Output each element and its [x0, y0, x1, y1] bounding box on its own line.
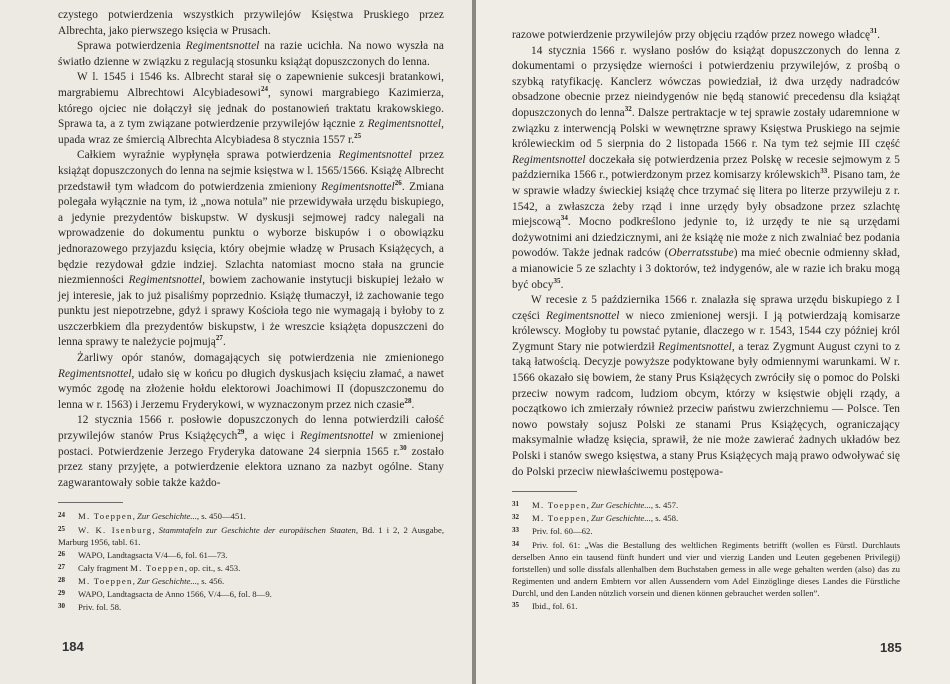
page-number-left: 184 — [62, 639, 84, 654]
footnote-30: 30 Priv. fol. 58. — [58, 602, 122, 613]
right-paragraph-3: W recesie z 5 października 1566 r. znalazła się sprawa urzędu biskupiego z I części Regimentsnottel w nieco zmienionej wersji. I ją potwierdzają komisarze królewscy. Mogłoby tu powstać pytanie, dlaczego w r. 1543, 1544 czy później król Zygmunt Stary nie potwierdził Regimentsnottel, a teraz Zygmunt August czyni to z taką łatwością. Decyzje powyższe podyktowane były odmiennymi warunkami. W r. 1566 okazało się bowiem, że stany Prus Książęcych zwróciły się o pomoc do Polski przeciw nowym radcom, ludziom obcym, którzy w księstwie objęli rządy, a początkowo ich zmierzały również przeciw państwu zwierzchniemu — Polsce. Ten nowo powstały sojusz Polski ze stanami Prus Książęcych, ograniczający maksymalnie władzę księcia, sprawił, że nie może zawierać żadnych układów bez Polski i stanów swego księstwa, a stany Prus Książęcych mają prawo odwoływać się do Polski przeciw niewłaściwemu postępowa- — [512, 294, 901, 478]
footnote-32: 32 M. Toeppen, Zur Geschichte..., s. 458. — [512, 513, 679, 524]
left-page-content — [58, 8, 444, 613]
right-page — [476, 0, 950, 684]
footnote-28: 28 M. Toeppen, Zur Geschichte..., s. 456. — [58, 575, 225, 586]
footnote-35: 35 Ibid., fol. 61. — [512, 600, 578, 611]
left-paragraph-5: Żarliwy opór stanów, domagających się potwierdzenia nie zmienionego Regimentsnottel, udało się w końcu po długich dyskusjach księciu złamać, a nawet wymóc zgodę na złożenie hołdu elektorowi Joachimowi II (dopuszczonemu do lenna w r. 1563) i Jerzemu Fryderykowi, w wyznaczonym przez nich czasie$^{28}$. — [58, 352, 444, 411]
left-paragraph-6: 12 stycznia 1566 r. posłowie dopuszczonych do lenna potwierdzili całość przywilejów stanów Prus Książęcych$^{29}$, a więc i Regimentsnottel w zmienionej postaci. Potwierdzenie Jerzego Fryderyka datowane 24 sierpnia 1565 r.$^{30}$ zostało przez stany przyjęte, a potwierdzenie elektora uznano za nazbyt ogólne. Stany zagwarantowały sobie także każdo- — [58, 414, 444, 489]
left-paragraph-1: czystego potwierdzenia wszystkich przywilejów Księstwa Pruskiego przez Albrechta, jako pierwszego księcia w Prusach. — [58, 9, 444, 37]
footnote-29: 29 WAPO, Landtagsacta de Anno 1566, V/4—6, fol. 8—9. — [58, 588, 272, 599]
right-page-content — [512, 28, 900, 612]
left-page — [0, 0, 472, 684]
left-paragraph-4: Całkiem wyraźnie wypłynęła sprawa potwierdzenia Regimentsnottel przez książąt dopuszczonych do lenna na sejmie księstwa w l. 1565/1566. Książę Albrecht przedstawił tym władcom do potwierdzenia zmieniony Regimentsnottel$^{26}$. Zmiana polegała wyłącznie na tym, iż „nowa notula” nie przewidywała urzędu biskupiego, a jedynie prezydentów biskupstw. W dyskusji sejmowej radcy nalegali na wprowadzenie do dokumentu punktu o wyborze biskupów i o obowiązku jednorazowego przyjazdu księcia, który obejmie władzę w Prusach Książęcych, a będzie rezydował gdzie indziej. Szlachta natomiast mocno stała na gruncie niezmienności Regimentsnottel, bowiem zachowanie instytucji biskupiej leżało w jej interesie, jak to już pisaliśmy poprzednio. Książę tłumaczył, iż zachowanie tego punktu jest niepotrzebne, gdyż i sprawy Kościoła tego nie wymagają i byłoby to z uszczerbkiem dla prezydentów biskupstw, i że wreszcie książęta dopuszczeni do lenna sprawy te należycie pojmują$^{27}$. — [58, 149, 445, 349]
footnote-25: 25 W. K. Isenburg, Stammtafeln zur Geschichte der europäischen Staaten, Bd. 1 i 2, 2 Ausgabe, Marburg 1956, tabl. 61. — [58, 524, 444, 547]
footnote-34: 34 Priv. fol. 61: „Was die Bestallung des weltlichen Regiments betrifft (wollen es Fürstl. Durchlauts derselben Anno ein tausend fünft hundert und vier und vierzig Landen und Leuten gegebenen Privilegij) fortstellen) und solle dissfals allenhalben dem Buchstaben gemess in alle wege gehalten werden (also) das zu Regimenten und andern Embtern vor allen Aussendern vom Adel Einzöglinge dieses Landes die Fürstliche Durchl, und den Landen nützlich vorsein und dienen können gebrauchet werden sollen”. — [512, 539, 900, 598]
right-paragraph-1: razowe potwierdzenie przywilejów przy objęciu rządów przez nowego władcę$^{31}$. — [512, 27, 881, 41]
footnote-rule — [58, 502, 123, 503]
footnote-24: 24 M. Toeppen, Zur Geschichte..., s. 450—451. — [58, 511, 246, 522]
footnote-33: 33 Priv. fol. 60—62. — [512, 526, 593, 537]
footnote-rule — [512, 491, 577, 492]
right-paragraph-2: 14 stycznia 1566 r. wysłano posłów do książąt dopuszczonych do lenna z dokumentami o przysiędze wierności i potwierdzeniu przywilejów, z prośbą o szybką ratyfikację. Kanclerz wówczas powiedział, iż dwa urzędy nadradców obsadzone obecnie przez nieindygenów nie będą stanowić precedensu dla książąt dopuszczonych do lenna$^{32}$. Dalsze pertraktacje w tej sprawie zostały udaremnione w związku z interwencją Polski w wewnętrzne sprawy Księstwa Pruskiego na sejmie królewieckim od 5 sierpnia do 2 listopada 1566 r. Na tym też sejmie III część Regimentsnottel doczekała się potwierdzenia przez Polskę w recesie sejmowym z 5 października 1566 r., potwierdzonym przez komisarzy królewskich$^{33}$. Pisano tam, że w sprawie władzy świeckiej książę chce trzymać się litera po literze przywileju z r. 1542, a zwłaszcza żeby rząd i inne urzędy były obsadzone przez szlachtę miejscową$^{34}$. Mocno podkreślono jedynie to, iż urzędy te nie są urzędami dożywotnimi ani dziedzicznymi, ani że książę nie może z nich zwalniać bez podania powodów. Także jednak radców (Oberratsstube) ma mieć obecnie odmienny skład, a mianowicie 5 ze szlachty i 3 doktorów, też indygenów, ale w razie ich braku mogą być obcy$^{35}$. — [512, 44, 900, 291]
left-paragraph-2: Sprawa potwierdzenia Regimentsnottel na razie ucichła. Na nowo wyszła na światło dzienne w związku z regulacją stosunku książąt dopuszczonych do lenna. — [58, 40, 444, 68]
footnote-27: 27 Cały fragment M. Toeppen, op. cit., s. 453. — [58, 562, 241, 573]
page-number-right: 185 — [880, 640, 902, 655]
left-paragraph-3: W l. 1545 i 1546 ks. Albrecht starał się o zapewnienie sukcesji bratankowi, margrabiemu Albrechtowi Alcybiadesowi$^{24}$, synowi margrabiego Kazimierza, którego ojciec nie dołączył się jednak do postanowień traktatu krakowskiego. Sprawa ta, a z tym związane potwierdzenie przywilejów łącznie z Regimentsnottel, upada wraz ze śmiercią Albrechta Alcybiadesa 8 stycznia 1557 r.$^{25}$ — [58, 71, 444, 146]
footnote-31: 31 M. Toeppen, Zur Geschichte..., s. 457. — [512, 500, 679, 511]
footnote-26: 26 WAPO, Landtagsacta V/4—6, fol. 61—73. — [58, 549, 228, 560]
